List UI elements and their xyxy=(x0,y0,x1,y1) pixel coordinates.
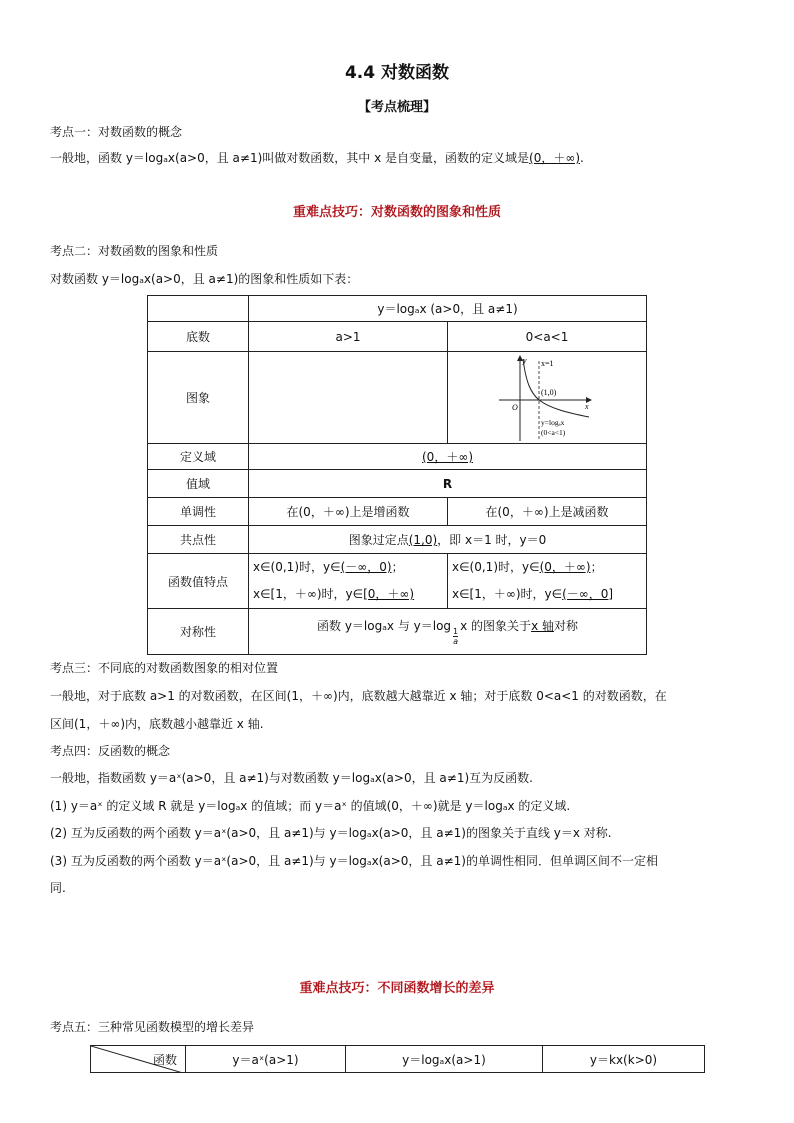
row-label-base: 底数 xyxy=(148,322,249,352)
page-title: 4.4 对数函数 xyxy=(344,63,450,83)
k4-heading: 考点四：反函数的概念 xyxy=(50,744,171,758)
graph-asymptote-label: x=1 xyxy=(541,358,554,368)
domain-value: (0，＋∞) xyxy=(422,450,473,464)
k3-heading: 考点三：不同底的对数函数图象的相对位置 xyxy=(50,661,279,675)
sym-frac-den: a xyxy=(453,637,459,646)
k1-line xyxy=(50,150,584,166)
row-label-domain: 定义域 xyxy=(148,444,249,470)
values-a-gt1 xyxy=(249,554,448,609)
v-lt1-line2-val: (－∞，0] xyxy=(562,587,614,601)
k4-line3: (2) 互为反函数的两个函数 y＝aˣ(a>0，且 a≠1)与 y＝logₐx(a>0，且 a≠1)的图象关于直线 y＝x 对称. xyxy=(50,826,612,840)
section-subtitle: 【考点梳理】 xyxy=(357,100,436,115)
mono-a-gt1: 在(0，＋∞)上是增函数 xyxy=(249,498,448,526)
sym-frac-num: 1 xyxy=(453,627,459,636)
col-a-lt1: 0<a<1 xyxy=(448,322,647,352)
col-exp: y＝aˣ(a>1) xyxy=(186,1046,346,1073)
common-pre: 图象过定点 xyxy=(348,533,409,547)
corner-cell xyxy=(91,1046,186,1073)
k2-intro: 对数函数 y＝logₐx(a>0，且 a≠1)的图象和性质如下表： xyxy=(50,272,359,286)
sym-pre: 函数 y＝logₐx 与 y＝log xyxy=(317,619,452,633)
row-label-mono: 单调性 xyxy=(148,498,249,526)
sym-axis: x 轴 xyxy=(531,619,554,633)
graph-x-label: x xyxy=(585,401,589,411)
k4-line2: (1) y＝aˣ 的定义域 R 就是 y＝logₐx 的值域；而 y＝aˣ 的值域(0，＋∞)就是 y＝logₐx 的定义域. xyxy=(50,799,571,813)
row-label-symmetry: 对称性 xyxy=(148,609,249,655)
k3-line2: 区间(1，＋∞)内，底数越小越靠近 x 轴. xyxy=(50,717,264,731)
k1-text: 一般地，函数 y＝logₐx(a>0，且 a≠1)叫做对数函数，其中 x 是自变量，函数的定义域是 xyxy=(50,151,530,165)
common-point: (1,0) xyxy=(408,533,438,547)
table-header: y＝logₐx (a>0，且 a≠1) xyxy=(249,296,647,322)
v-lt1-line2-pre: x∈[1，＋∞)时，y∈ xyxy=(452,587,563,601)
v-gt1-line2-pre: x∈[1，＋∞)时，y∈ xyxy=(253,587,364,601)
v-lt1-line1-pre: x∈(0,1)时，y∈ xyxy=(452,560,540,574)
graph-point-label: (1,0) xyxy=(541,387,557,397)
k3-line1: 一般地，对于底数 a>1 的对数函数，在区间(1，＋∞)内，底数越大越靠近 x 轴；对于底数 0<a<1 的对数函数，在 xyxy=(50,689,667,703)
k1-domain: (0，＋∞) xyxy=(529,151,581,165)
graph-a-lt1 xyxy=(448,352,647,444)
red-heading-1: 重难点技巧：对数函数的图象和性质 xyxy=(292,205,501,220)
k2-heading: 考点二：对数函数的图象和性质 xyxy=(50,244,219,258)
red-heading-2: 重难点技巧：不同函数增长的差异 xyxy=(299,981,495,996)
v-gt1-line2-val: [0，＋∞) xyxy=(363,587,415,601)
k4-line1: 一般地，指数函数 y＝aˣ(a>0，且 a≠1)与对数函数 y＝logₐx(a>0，且 a≠1)互为反函数. xyxy=(50,771,533,785)
corner-label: 函数 xyxy=(152,1052,177,1067)
symmetry-cell xyxy=(249,609,647,655)
k4-line4: (3) 互为反函数的两个函数 y＝aˣ(a>0，且 a≠1)与 y＝logₐx(a>0，且 a≠1)的单调性相同．但单调区间不一定相 xyxy=(50,854,658,868)
k1-heading: 考点一：对数函数的概念 xyxy=(50,125,183,139)
graph-a-gt1 xyxy=(249,352,448,444)
sym-mid: x 的图象关于 xyxy=(460,619,532,633)
col-log: y＝logₐx(a>1) xyxy=(345,1046,542,1073)
graph-y-label: y xyxy=(523,355,527,365)
row-label-common: 共点性 xyxy=(148,526,249,554)
row-label-values: 函数值特点 xyxy=(148,554,249,609)
v-gt1-line1-val: (－∞，0) xyxy=(340,560,392,574)
k1-end: . xyxy=(580,151,584,165)
k4-line5: 同. xyxy=(50,881,66,895)
log-graph-decreasing xyxy=(499,353,595,443)
graph-origin: O xyxy=(512,402,518,412)
mono-a-lt1: 在(0，＋∞)上是减函数 xyxy=(448,498,647,526)
v-gt1-line1-end: ； xyxy=(391,560,404,574)
graph-curve-label: y=logₐx xyxy=(541,417,565,427)
log-properties-table xyxy=(147,295,647,655)
v-lt1-line1-val: (0，＋∞) xyxy=(539,560,591,574)
k5-heading: 考点五：三种常见函数模型的增长差异 xyxy=(50,1020,255,1034)
growth-compare-table xyxy=(90,1045,705,1073)
v-gt1-line1-pre: x∈(0,1)时，y∈ xyxy=(253,560,341,574)
values-a-lt1 xyxy=(448,554,647,609)
v-lt1-line1-end: ； xyxy=(590,560,603,574)
col-a-gt1: a>1 xyxy=(249,322,448,352)
range-value: R xyxy=(249,470,647,498)
sym-fraction xyxy=(453,627,458,646)
common-point-cell xyxy=(249,526,647,554)
graph-cond-label: (0<a<1) xyxy=(541,427,566,437)
common-post: ，即 x＝1 时，y＝0 xyxy=(437,533,547,547)
sym-post: 对称 xyxy=(553,619,578,633)
col-linear: y＝kx(k>0) xyxy=(542,1046,704,1073)
row-label-range: 值域 xyxy=(148,470,249,498)
row-label-graph: 图象 xyxy=(148,352,249,444)
